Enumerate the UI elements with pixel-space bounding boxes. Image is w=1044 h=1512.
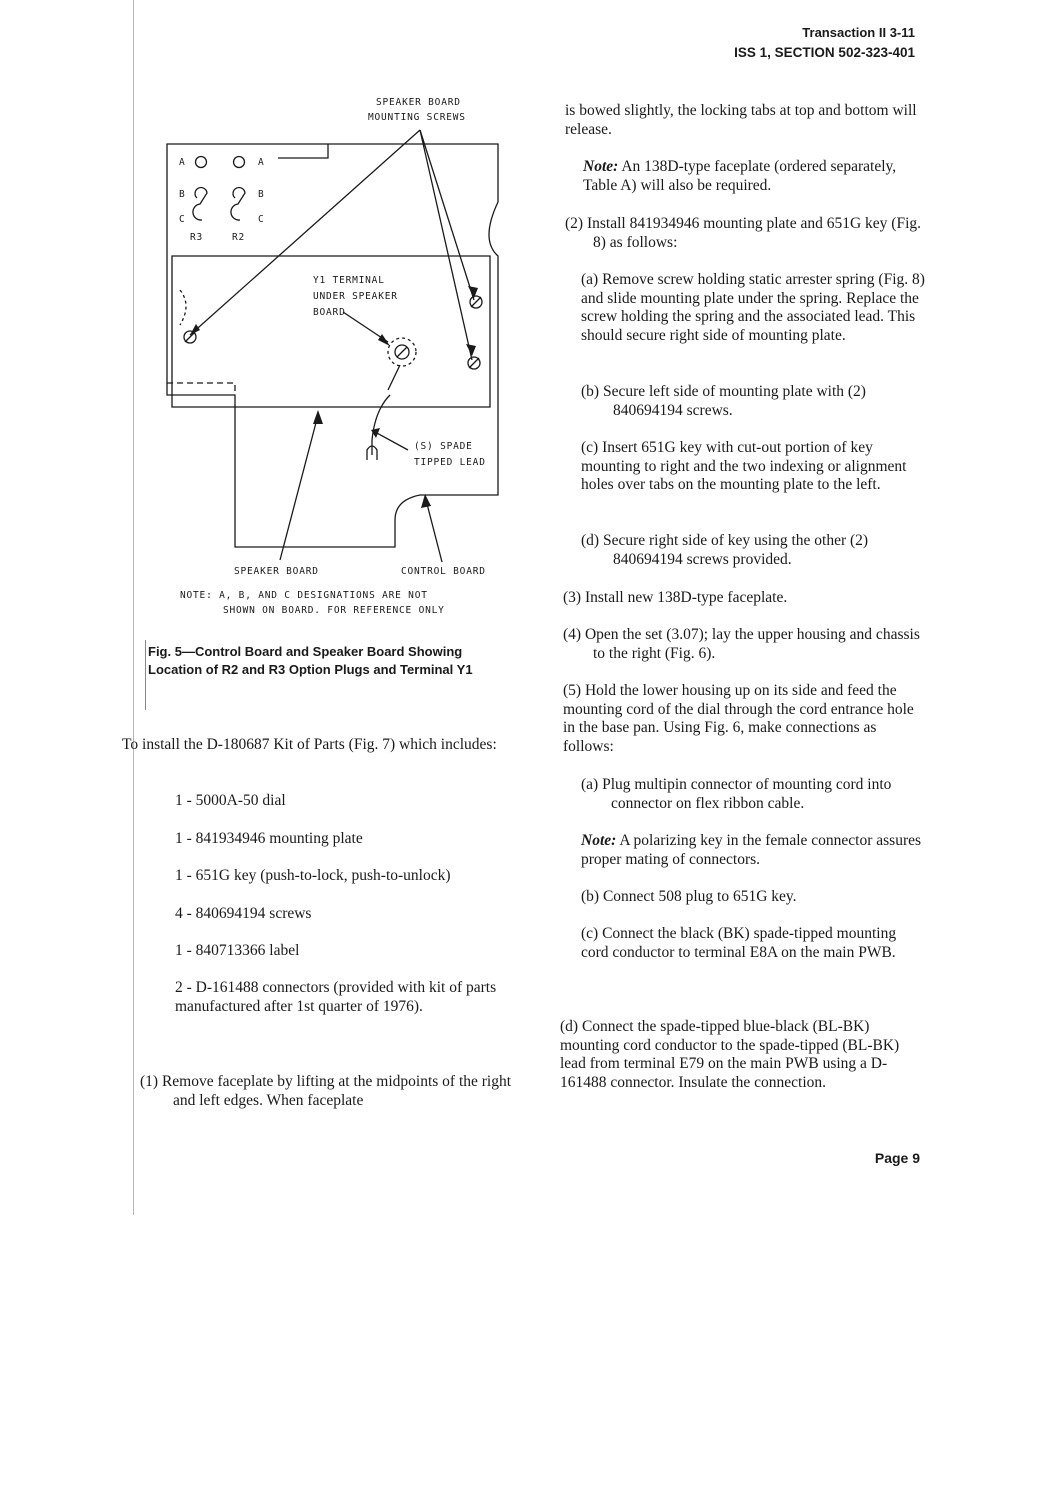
step-2c: (c) Insert 651G key with cut-out portion of key mounting to right and the two indexing or alignment holes over tabs on the mounting plate to the left.	[581, 439, 907, 493]
label-y1-terminal: Y1 TERMINAL	[313, 275, 385, 286]
step-3: (3) Install new 138D-type faceplate.	[563, 589, 788, 606]
label-a-right: A	[258, 157, 265, 168]
note-2	[581, 832, 925, 869]
label-a-left: A	[179, 157, 186, 168]
label-r2: R2	[232, 232, 246, 243]
leader-line	[426, 500, 442, 562]
step-5c: (c) Connect the black (BK) spade-tipped mounting cord conductor to terminal E8A on the main PWB.	[581, 925, 897, 961]
leader-line	[280, 415, 318, 560]
figure-note: NOTE: A, B, AND C DESIGNATIONS ARE NOT	[180, 590, 428, 601]
label-y1-terminal: UNDER SPEAKER	[313, 291, 398, 302]
label-c-right: C	[258, 214, 265, 225]
figure-note: SHOWN ON BOARD. FOR REFERENCE ONLY	[223, 605, 445, 616]
label-b-right: B	[258, 189, 265, 200]
label-mounting-screws: MOUNTING SCREWS	[368, 112, 466, 123]
lead-wire	[388, 365, 400, 390]
step-1: (1) Remove faceplate by lifting at the midpoints of the right and left edges. When faceplate	[140, 1073, 512, 1109]
kit-item: 1 - 840713366 label	[175, 942, 300, 959]
step-5b: (b) Connect 508 plug to 651G key.	[581, 888, 797, 905]
step-5: (5) Hold the lower housing up on its side and feed the mounting cord of the dial through the cord entrance hole in the base pan. Using Fig. 6, make connections as follows:	[563, 682, 914, 755]
step-2d: (d) Secure right side of key using the other (2) 840694194 screws provided.	[581, 532, 869, 568]
label-control-board: CONTROL BOARD	[401, 566, 486, 577]
header-transaction: Transaction II 3-11	[802, 25, 915, 40]
scan-margin-line	[133, 0, 134, 1215]
label-c-left: C	[179, 214, 186, 225]
kit-item: 1 - 841934946 mounting plate	[175, 830, 363, 847]
label-mounting-screws: SPEAKER BOARD	[376, 97, 461, 108]
figure-caption-text: —Control Board and Speaker Board Showing Location of R2 and R3 Option Plugs and Terminal Y1	[148, 644, 473, 677]
plug-r3	[193, 188, 207, 221]
label-b-left: B	[179, 189, 186, 200]
label-speaker-board: SPEAKER BOARD	[234, 566, 319, 577]
label-r3: R3	[190, 232, 204, 243]
step-2a: (a) Remove screw holding static arrester spring (Fig. 8) and slide mounting plate under the spring. Replace the screw holding the spring and the associated lead. This should secure right side of mounting plate.	[581, 271, 925, 344]
step-4: (4) Open the set (3.07); lay the upper housing and chassis to the right (Fig. 6).	[563, 626, 920, 662]
page-number: Page 9	[874, 1150, 920, 1166]
label-spade-lead: (S) SPADE	[414, 441, 473, 452]
control-board-outline	[167, 144, 498, 547]
label-spade-lead: TIPPED LEAD	[414, 457, 486, 468]
figure-caption	[148, 643, 508, 679]
header-section: ISS 1, SECTION 502-323-401	[734, 45, 915, 60]
step-5d: (d) Connect the spade-tipped blue-black (BL-BK) mounting cord conductor to the spade-tipped (BL-BK) lead from terminal E79 on the main PWB using a D-161488 connector. Insulate the connection.	[560, 1018, 900, 1091]
note-text: An 138D-type faceplate (ordered separately, Table A) will also be required.	[583, 158, 897, 194]
plug-r2	[231, 188, 245, 221]
lead-wire	[372, 395, 390, 455]
continued-paragraph: is bowed slightly, the locking tabs at top and bottom will release.	[565, 102, 917, 138]
kit-item: 4 - 840694194 screws	[175, 905, 312, 922]
note-label: Note:	[583, 158, 619, 175]
intro-paragraph: To install the D-180687 Kit of Parts (Fig. 7) which includes:	[122, 736, 497, 753]
figure-caption-number: Fig. 5	[148, 644, 182, 659]
leader-line	[420, 130, 472, 360]
scan-margin-line	[145, 640, 146, 710]
kit-item: 1 - 5000A-50 dial	[175, 792, 286, 809]
kit-item: 1 - 651G key (push-to-lock, push-to-unlock)	[175, 867, 451, 884]
leader-line	[190, 130, 420, 335]
plug-a-right	[234, 157, 245, 168]
step-2b: (b) Secure left side of mounting plate with (2) 840694194 screws.	[581, 383, 866, 419]
note-1	[583, 158, 925, 195]
label-y1-terminal: BOARD	[313, 307, 346, 318]
note-text: A polarizing key in the female connector assures proper mating of connectors.	[581, 832, 922, 868]
note-label: Note:	[581, 832, 617, 849]
figure-5-diagram	[150, 90, 520, 630]
plug-a-left	[196, 157, 207, 168]
leader-line	[420, 130, 474, 300]
kit-item: 2 - D-161488 connectors (provided with kit of parts manufactured after 1st quarter of 1976).	[175, 979, 497, 1015]
step-5a: (a) Plug multipin connector of mounting cord into connector on flex ribbon cable.	[581, 776, 892, 812]
step-2: (2) Install 841934946 mounting plate and 651G key (Fig. 8) as follows:	[565, 215, 922, 251]
leader-line	[375, 432, 408, 450]
